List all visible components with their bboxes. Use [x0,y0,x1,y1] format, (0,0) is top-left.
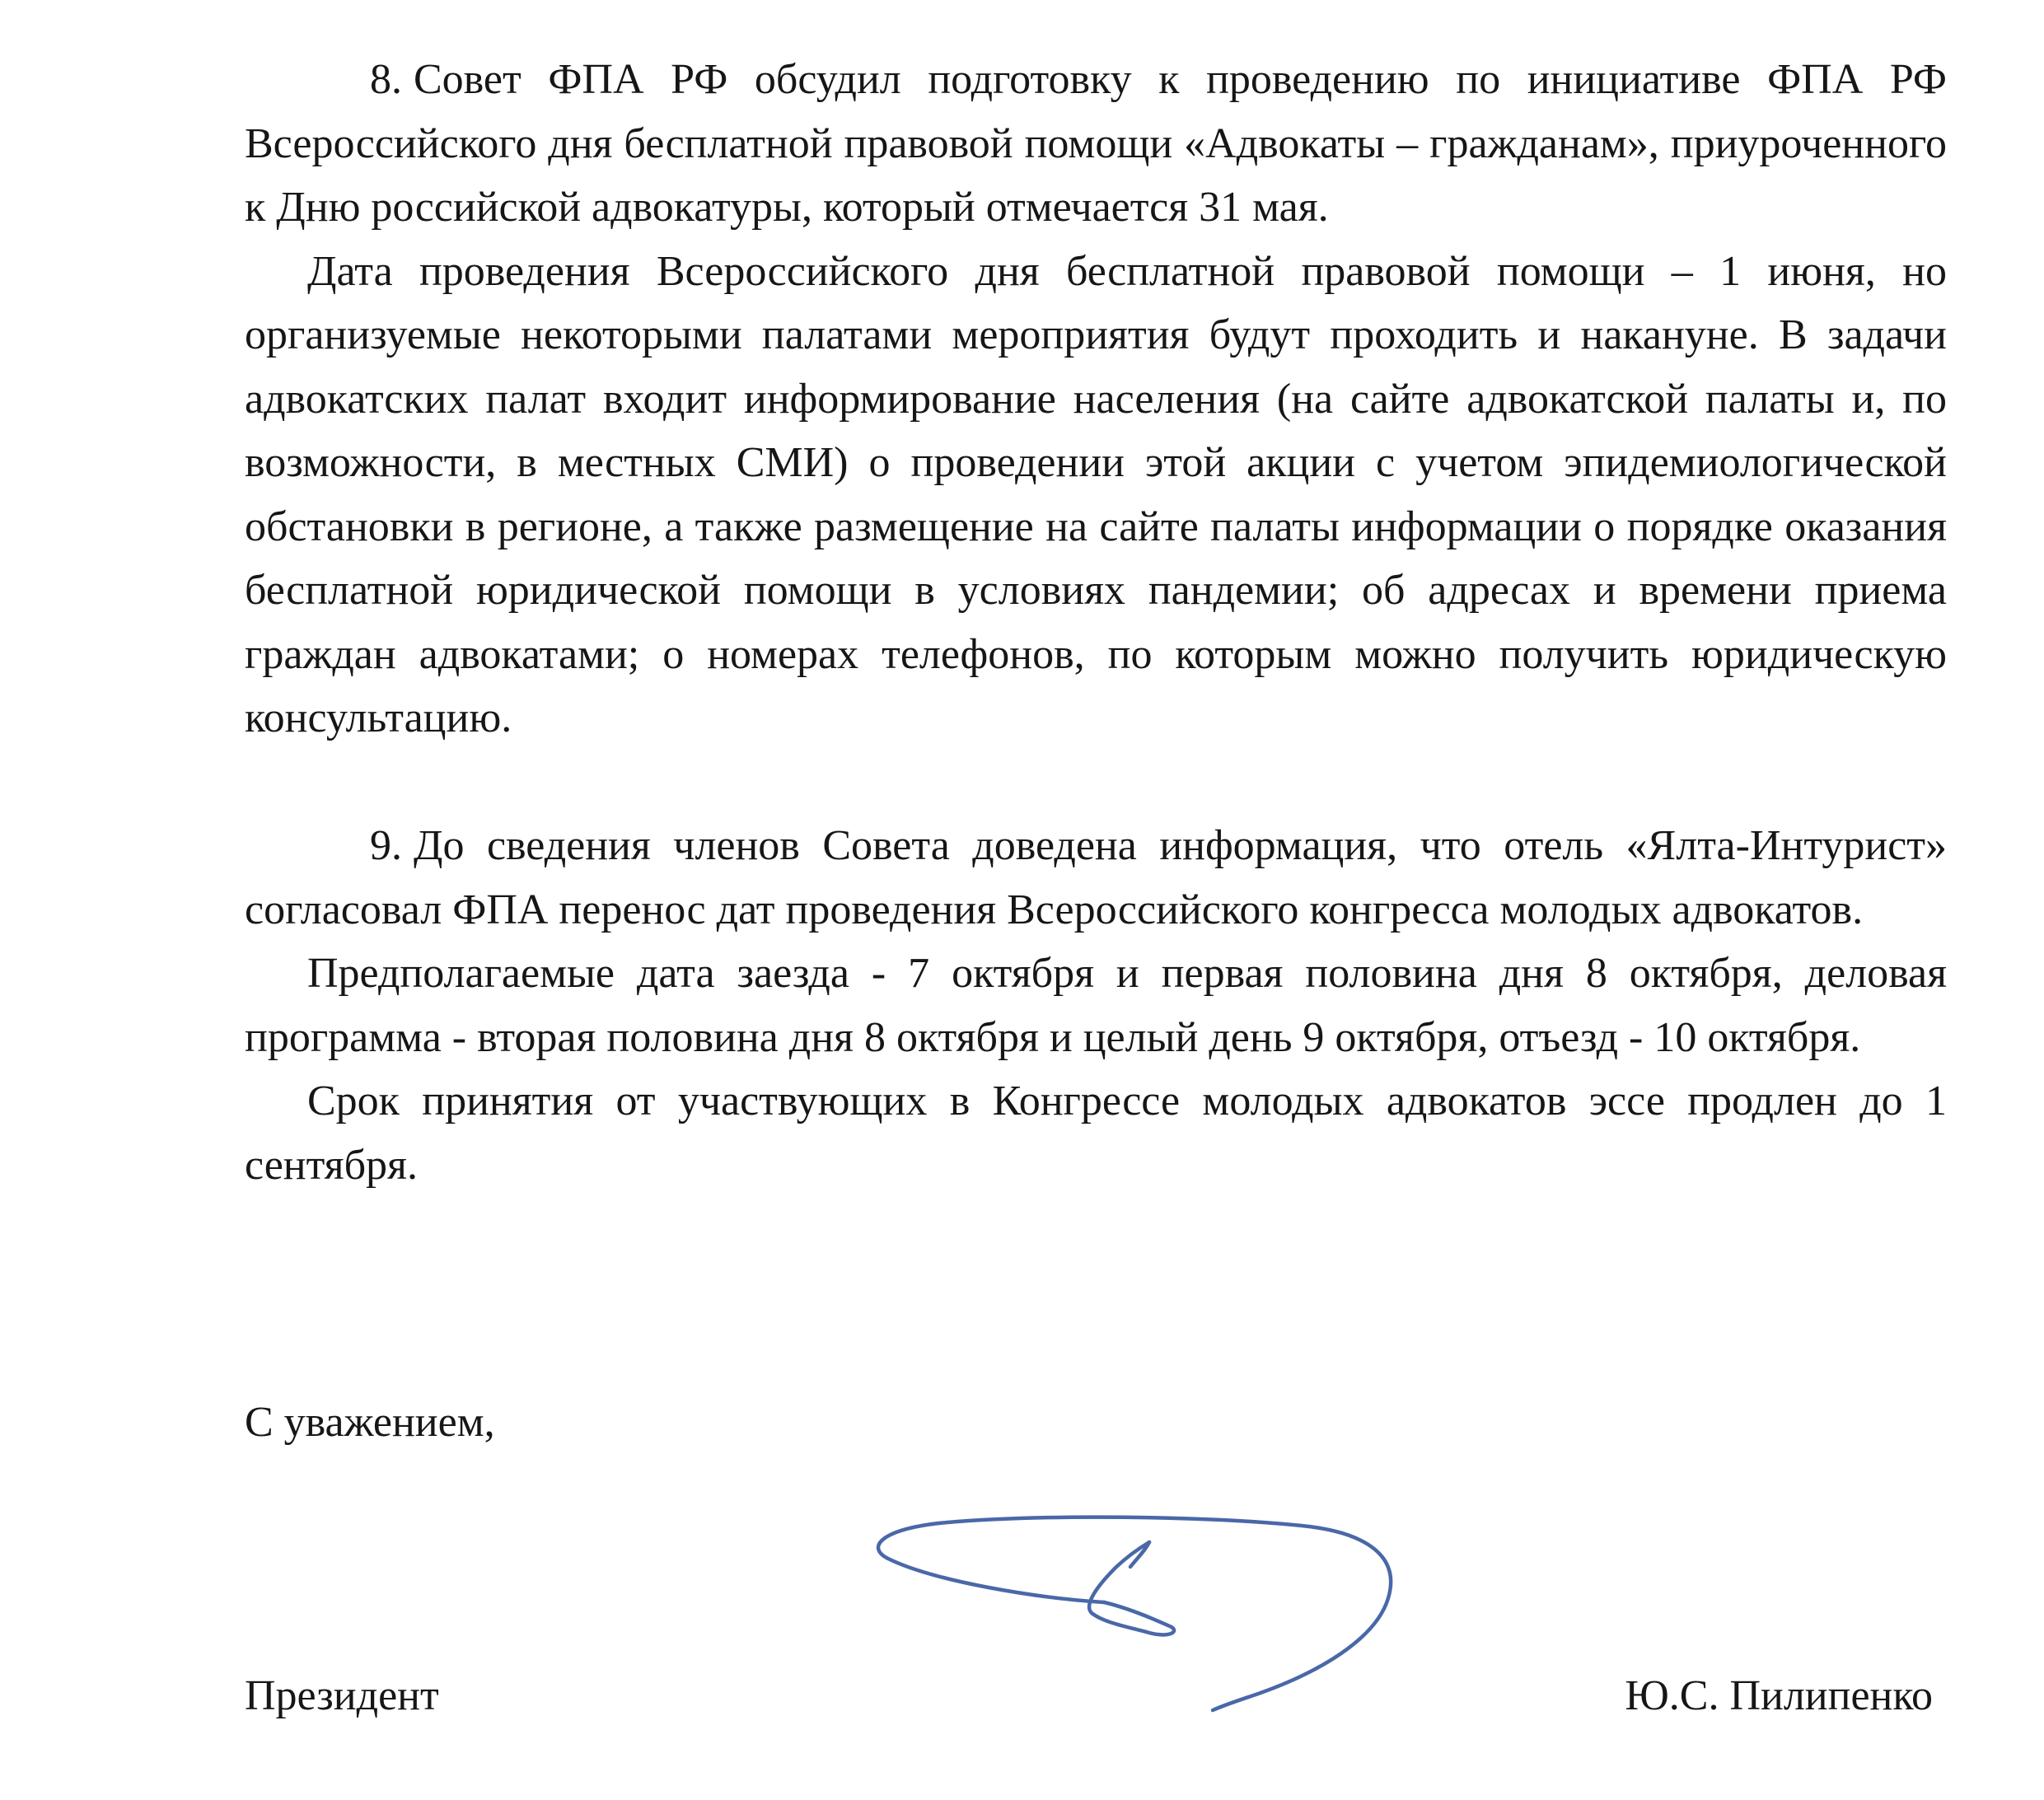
item-9-dates-paragraph: Предполагаемые дата заезда - 7 октября и первая половина дня 8 октября, деловая программа - вторая половина дня 8 октября и целый день 9 октября, отъезд - 10 октября. [245,950,1947,1061]
item-9-number: 9. [370,822,402,869]
item-8-paragraph [245,48,1947,240]
handwritten-signature [857,1508,1417,1714]
item-9-paragraph [245,814,1947,942]
signatory-position: Президент [245,1672,439,1719]
signatory-name: Ю.С. Пилипенко [1625,1672,1933,1719]
item-8-text: Совет ФПА РФ обсудил подготовку к проведению по инициативе ФПА РФ Всероссийского дня бесплатной правовой помощи «Адвокаты – гражданам», приуроченного к Дню российской адвокатуры, который отмечается 31 мая. [245,56,1947,231]
item-8-details-paragraph: Дата проведения Всероссийского дня бесплатной правовой помощи – 1 июня, но организуемые некоторыми палатами мероприятия будут проходить и накануне. В задачи адвокатских палат входит информирование населения (на сайте адвокатской палаты и, по возможности, в местных СМИ) о проведении этой акции с учетом эпидемиологической обстановки в регионе, а также размещение на сайте палаты информации о порядке оказания бесплатной юридической помощи в условиях пандемии; об адресах и времени приема граждан адвокатами; о номерах телефонов, по которым можно получить юридическую консультацию. [245,247,1947,741]
closing-salutation: С уважением, [245,1399,495,1446]
item-8-number: 8. [370,56,402,103]
signature-image [857,1508,1417,1714]
paragraph-gap [245,750,1947,815]
item-9-text: До сведения членов Совета доведена информация, что отель «Ялта-Интурист» согласовал ФПА перенос дат проведения Всероссийского конгресса молодых адвокатов. [245,822,1947,933]
document-body [245,48,1947,1197]
item-9-essay-paragraph: Срок принятия от участвующих в Конгрессе молодых адвокатов эссе продлен до 1 сентября. [245,1078,1947,1189]
